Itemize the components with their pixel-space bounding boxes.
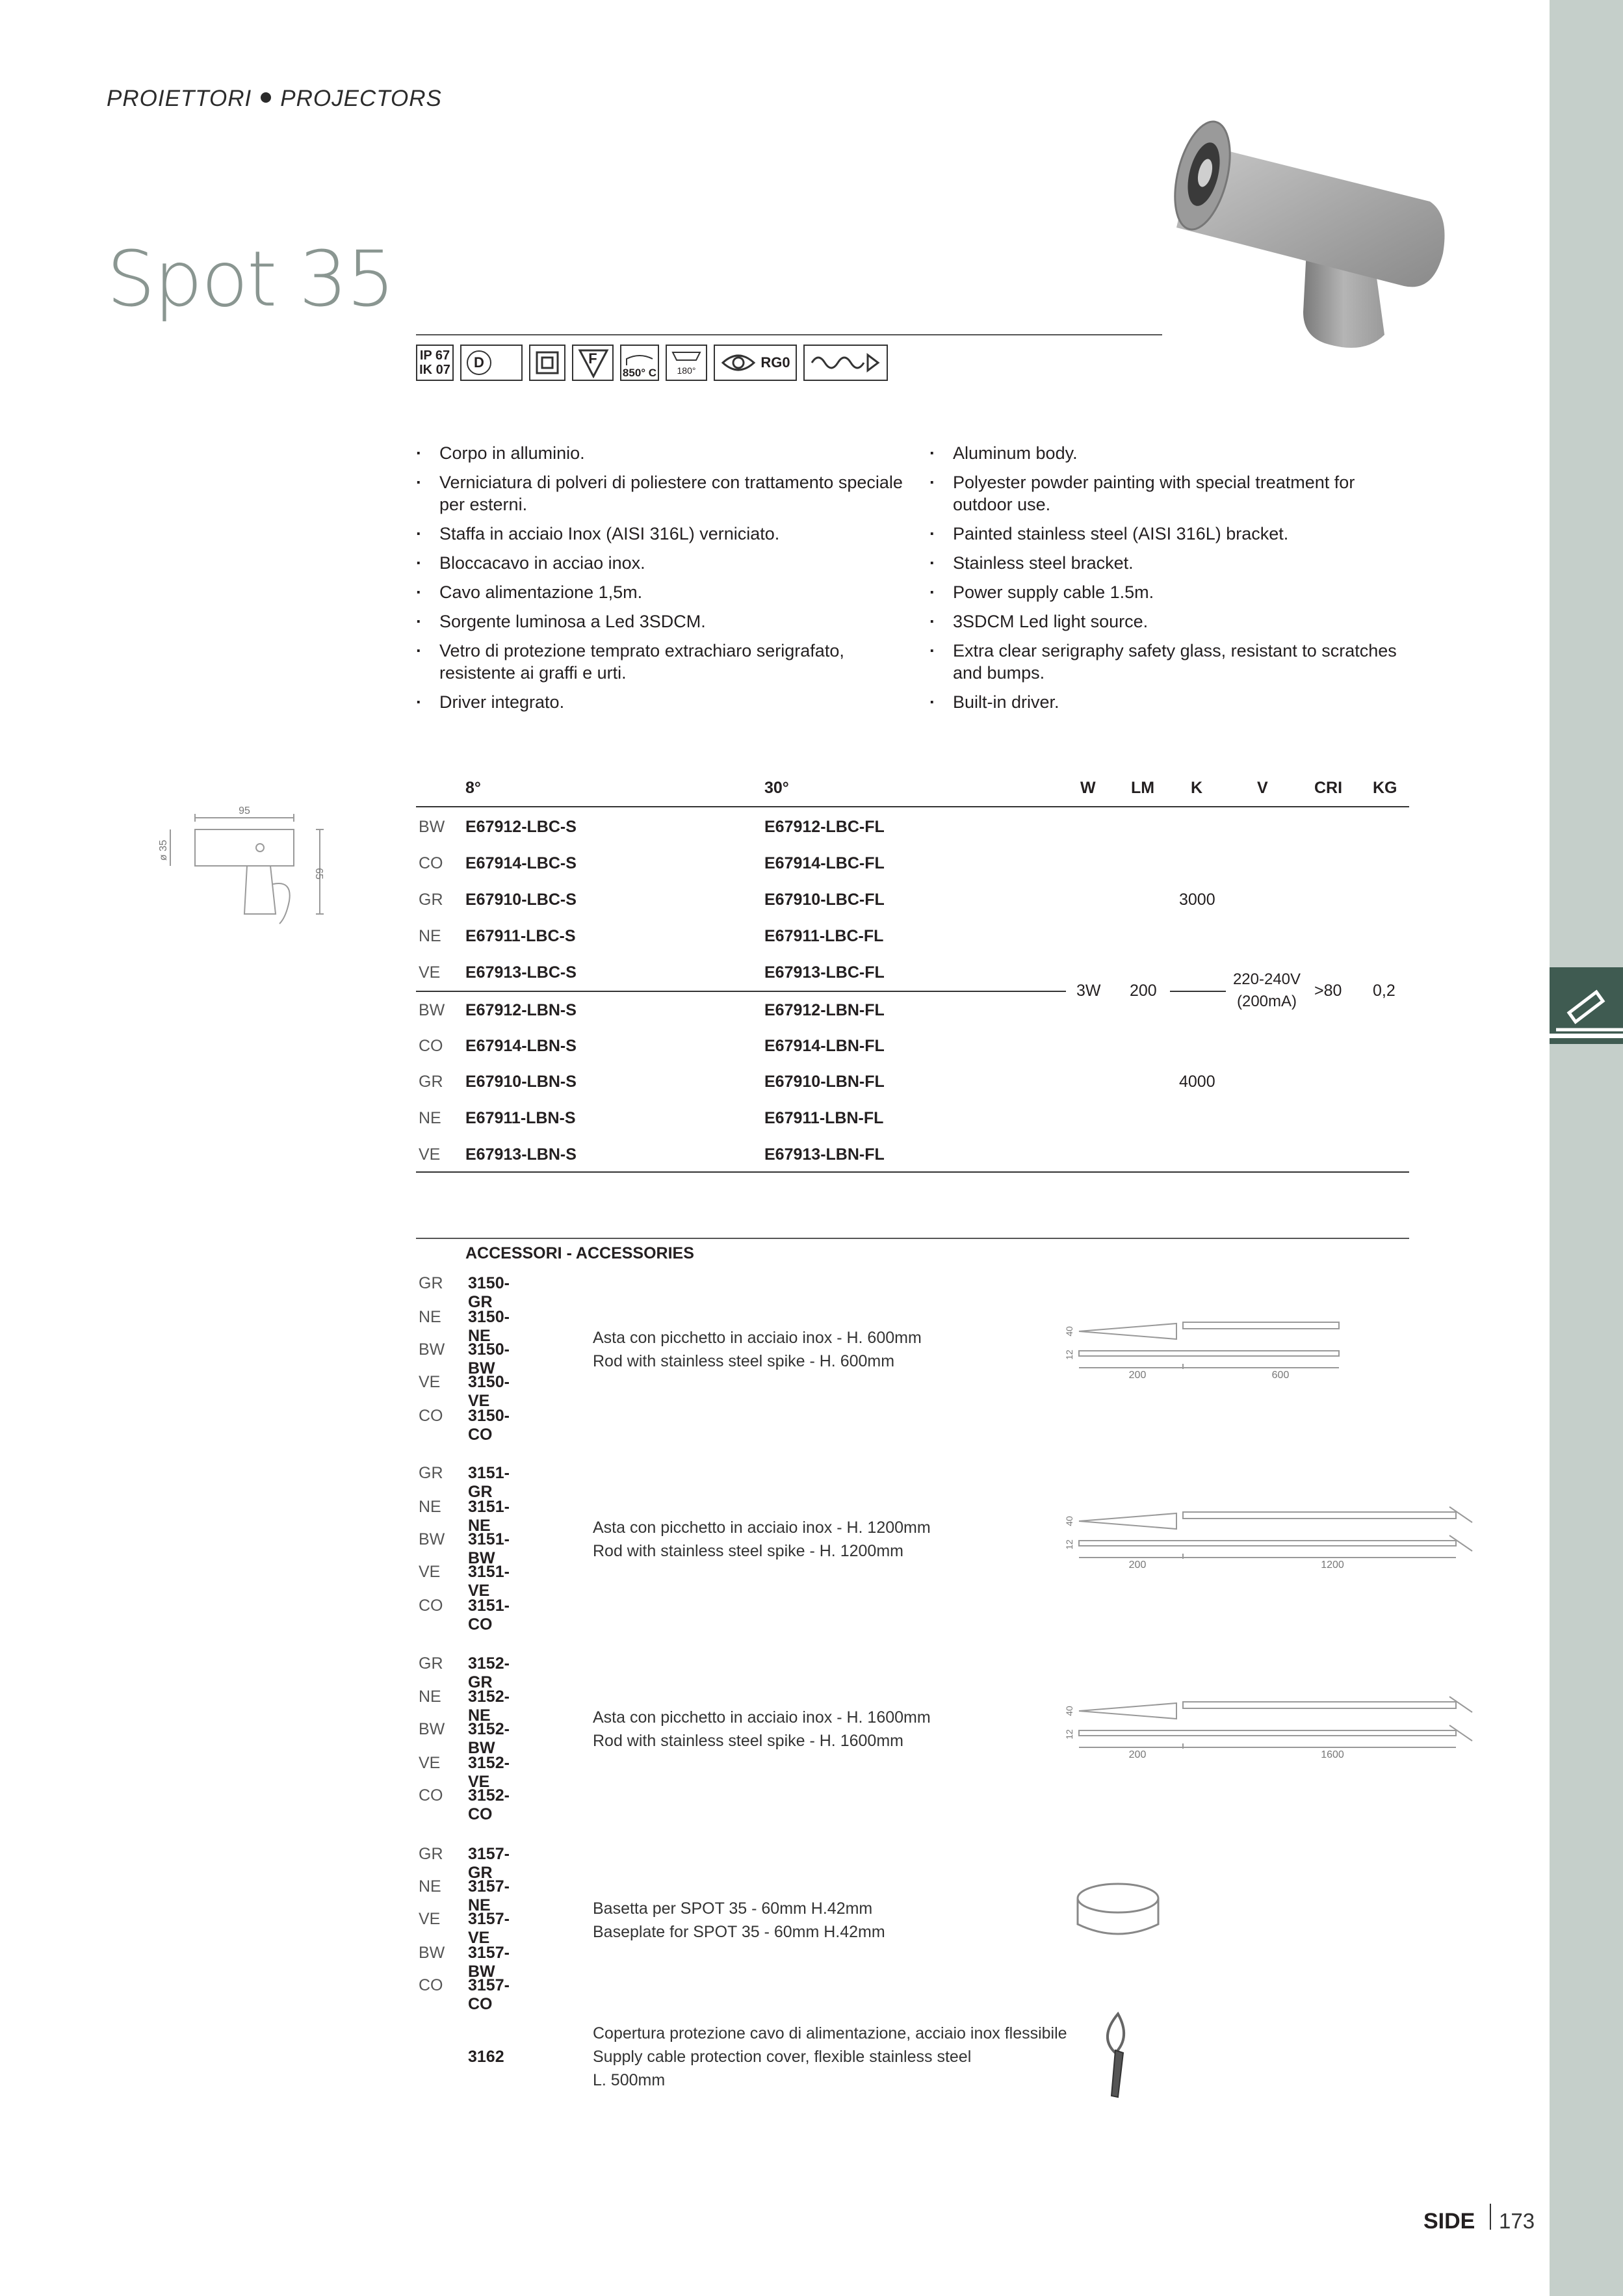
feature-it-item: · Verniciatura di polveri di poliestere con trattamento speciale per esterni.: [416, 471, 910, 515]
rod-dim-b: 600: [1271, 1370, 1290, 1381]
feature-it-item: · Cavo alimentazione 1,5m.: [416, 581, 910, 603]
header-v: V: [1257, 779, 1268, 797]
row-code-30: E67910-LBC-FL: [764, 891, 885, 909]
side-color-band: [1550, 0, 1623, 2296]
rod-dim-a: 200: [1128, 1370, 1147, 1381]
table-row: [416, 891, 1409, 927]
acc-finish: NE: [419, 1308, 441, 1326]
rod-dim-h: 40: [1064, 1706, 1074, 1716]
footer-separator: [1490, 2204, 1491, 2230]
acc-code: 3150-BW: [468, 1340, 510, 1377]
page-number: 173: [1499, 2209, 1535, 2233]
row-finish: CO: [419, 1037, 443, 1055]
acc-code: 3152-CO: [468, 1786, 510, 1823]
acc-finish: GR: [419, 1845, 443, 1863]
beam-180-icon: [666, 345, 707, 381]
row-code-8: E67912-LBC-S: [465, 818, 577, 836]
technical-drawing: [156, 803, 331, 933]
rod-dim-d: 12: [1064, 1729, 1074, 1740]
spec-v: [1231, 969, 1303, 1013]
acc-code: 3157-CO: [468, 1976, 510, 2013]
f-mark-text: F: [588, 350, 597, 367]
feature-it-item: · Corpo in alluminio.: [416, 442, 910, 464]
acc-code: 3157-GR: [468, 1845, 510, 1882]
acc-desc-it: Basetta per SPOT 35 - 60mm H.42mm: [593, 1899, 873, 1918]
beam-180-text: 180°: [677, 365, 696, 376]
row-finish: GR: [419, 1073, 443, 1091]
table-row: [416, 1073, 1409, 1109]
flicker-icon: [803, 345, 888, 381]
feature-en-item: · Painted stainless steel (AISI 316L) bracket.: [929, 523, 1410, 545]
acc-code: 3152-BW: [468, 1720, 510, 1757]
footer-brand: SIDE: [1423, 2209, 1475, 2234]
spec-kg: 0,2: [1373, 982, 1396, 1000]
rod-dim-h: 40: [1064, 1516, 1074, 1526]
acc-finish: VE: [419, 1754, 441, 1772]
spec-lm: 200: [1130, 982, 1157, 1000]
acc-desc-it: Asta con picchetto in acciaio inox - H. 600mm: [593, 1329, 922, 1347]
acc-desc-en: Rod with stainless steel spike - H. 1600mm: [593, 1732, 903, 1750]
table-row: [416, 1109, 1409, 1145]
row-code-8: E67913-LBN-S: [465, 1145, 577, 1164]
rod-dim-h: 40: [1064, 1326, 1074, 1337]
acc-code: 3150-CO: [468, 1407, 510, 1444]
category-it: PROIETTORI: [107, 86, 252, 111]
acc-code: 3157-NE: [468, 1877, 510, 1914]
ik-rating: IK 07: [419, 363, 450, 377]
product-photo: [1170, 104, 1469, 358]
acc-finish: BW: [419, 1720, 445, 1738]
spec-k-3000: 3000: [1179, 891, 1215, 909]
acc-code: 3152-VE: [468, 1754, 510, 1791]
acc-desc-en: Rod with stainless steel spike - H. 600mm: [593, 1352, 895, 1370]
acc-finish: CO: [419, 1597, 443, 1615]
row-finish: CO: [419, 854, 443, 872]
acc-code: 3150-GR: [468, 1274, 510, 1311]
beam-angle-icon: [670, 350, 703, 365]
driver-d-icon: [460, 345, 523, 381]
row-finish: VE: [419, 963, 441, 982]
spec-v-voltage: 220-240V: [1232, 971, 1301, 988]
feature-en-item: · Power supply cable 1.5m.: [929, 581, 1410, 603]
acc-code: 3152-GR: [468, 1654, 510, 1691]
feature-it-item: · Sorgente luminosa a Led 3SDCM.: [416, 610, 910, 633]
header-rule: [416, 334, 1162, 335]
driver-d-symbol: D: [467, 350, 491, 375]
rod-600-drawing: [1064, 1313, 1391, 1381]
row-code-30: E67910-LBN-FL: [764, 1073, 885, 1091]
accessory-description: [593, 1326, 922, 1373]
acc-code: 3151-GR: [468, 1464, 510, 1501]
spec-k-4000: 4000: [1179, 1073, 1215, 1091]
row-code-8: E67914-LBN-S: [465, 1037, 577, 1055]
acc-finish: BW: [419, 1944, 445, 1962]
acc-desc-it: Asta con picchetto in acciaio inox - H. 1200mm: [593, 1519, 931, 1537]
feature-en-item: · Polyester powder painting with special treatment for outdoor use.: [929, 471, 1410, 515]
acc-code: 3151-VE: [468, 1563, 510, 1600]
table-group-rule: [416, 991, 1066, 992]
feature-it-item: · Vetro di protezione temprato extrachiaro serigrafato, resistente ai graffi e urti.: [416, 640, 910, 684]
acc-code: 3151-NE: [468, 1498, 510, 1535]
acc-finish: NE: [419, 1877, 441, 1896]
row-code-8: E67911-LBC-S: [465, 927, 576, 945]
row-code-30: E67914-LBN-FL: [764, 1037, 885, 1055]
accessory-description: [593, 1516, 931, 1563]
feature-it-item: · Driver integrato.: [416, 691, 910, 713]
lamp-outline-icon: [624, 354, 655, 367]
acc-finish: GR: [419, 1464, 443, 1482]
acc-code: 3152-NE: [468, 1688, 510, 1725]
baseplate-drawing: [1066, 1879, 1170, 1950]
acc-desc-en: Supply cable protection cover, flexible stainless steel: [593, 2048, 972, 2066]
accessories-title: ACCESSORI - ACCESSORIES: [465, 1244, 694, 1262]
accessory-description: [593, 2022, 1067, 2092]
product-title: Spot 35: [107, 234, 394, 324]
acc-finish: CO: [419, 1786, 443, 1805]
features-italian: [416, 442, 910, 720]
row-code-30: E67911-LBC-FL: [764, 927, 884, 945]
row-code-30: E67914-LBC-FL: [764, 854, 885, 872]
feature-en-item: · Aluminum body.: [929, 442, 1410, 464]
row-finish: BW: [419, 818, 445, 836]
feature-en-item: · Built-in driver.: [929, 691, 1410, 713]
projector-section-icon: [1550, 967, 1623, 1032]
glass-temp-icon: [620, 345, 659, 381]
table-header-rule: [416, 806, 1409, 807]
row-finish: BW: [419, 1001, 445, 1019]
acc-desc-extra: L. 500mm: [593, 2071, 666, 2089]
feature-en-item: · Stainless steel bracket.: [929, 552, 1410, 574]
class2-icon: [529, 345, 565, 381]
feature-en-item: · 3SDCM Led light source.: [929, 610, 1410, 633]
row-code-8: E67910-LBN-S: [465, 1073, 577, 1091]
eye-icon: [720, 351, 757, 374]
drawing-width-label: 95: [239, 805, 250, 816]
row-finish: VE: [419, 1145, 441, 1164]
drawing-height-label: 65: [313, 868, 324, 880]
table-row: [416, 818, 1409, 854]
rod-1200-drawing: [1064, 1503, 1482, 1571]
row-code-8: E67912-LBN-S: [465, 1001, 577, 1019]
rg0-text: RG0: [760, 354, 790, 371]
table-row: [416, 1037, 1409, 1073]
header-cri: CRI: [1314, 779, 1343, 797]
header-8deg: 8°: [465, 779, 481, 797]
acc-finish: CO: [419, 1407, 443, 1425]
spec-v-current: (200mA): [1236, 993, 1297, 1010]
row-code-30: E67912-LBN-FL: [764, 1001, 885, 1019]
row-code-8: E67910-LBC-S: [465, 891, 577, 909]
ip-ik-icon: [416, 345, 454, 381]
acc-finish: GR: [419, 1274, 443, 1292]
row-code-30: E67913-LBN-FL: [764, 1145, 885, 1164]
table-row: [416, 854, 1409, 891]
rod-dim-a: 200: [1128, 1559, 1147, 1571]
acc-desc-en: Baseplate for SPOT 35 - 60mm H.42mm: [593, 1923, 885, 1941]
table-bottom-rule: [416, 1171, 1409, 1173]
row-code-30: E67913-LBC-FL: [764, 963, 885, 982]
category-breadcrumb: [107, 86, 442, 112]
acc-finish: NE: [419, 1688, 441, 1706]
accessory-description: [593, 1897, 885, 1944]
rod-dim-d: 12: [1064, 1539, 1074, 1550]
rod-dim-b: 1200: [1321, 1559, 1344, 1571]
acc-code: 3151-CO: [468, 1597, 510, 1634]
acc-desc-en: Rod with stainless steel spike - H. 1200mm: [593, 1542, 903, 1560]
features-english: [929, 442, 1410, 720]
table-row: [416, 927, 1409, 963]
cable-cover-drawing: [1092, 2011, 1150, 2102]
acc-desc-it: Copertura protezione cavo di alimentazione, acciaio inox flessibile: [593, 2024, 1067, 2042]
k-divider: [1170, 991, 1226, 992]
feature-en-item: · Extra clear serigraphy safety glass, resistant to scratches and bumps.: [929, 640, 1410, 684]
rod-1600-drawing: [1066, 1693, 1482, 1758]
row-finish: NE: [419, 1109, 441, 1127]
spec-cri: >80: [1314, 982, 1342, 1000]
row-code-8: E67914-LBC-S: [465, 854, 577, 872]
wave-icon: [808, 350, 883, 376]
rod-dim-a: 200: [1128, 1749, 1147, 1760]
acc-code: 3150-NE: [468, 1308, 510, 1345]
feature-it-item: · Bloccacavo in acciao inox.: [416, 552, 910, 574]
rod-dim-d: 12: [1064, 1350, 1074, 1360]
row-code-30: E67911-LBN-FL: [764, 1109, 884, 1127]
acc-finish: BW: [419, 1340, 445, 1359]
section-tab-underline: [1550, 1034, 1623, 1038]
drawing-diameter-label: ø 35: [158, 839, 169, 861]
acc-desc-it: Asta con picchetto in acciaio inox - H. 1600mm: [593, 1708, 931, 1727]
bullet-dot-icon: [261, 92, 271, 103]
f-mark-icon: [572, 345, 614, 381]
header-k: K: [1191, 779, 1203, 797]
acc-finish: VE: [419, 1373, 441, 1391]
acc-code: 3150-VE: [468, 1373, 510, 1410]
section-tab: [1550, 967, 1623, 1044]
header-30deg: 30°: [764, 779, 789, 797]
row-finish: GR: [419, 891, 443, 909]
rg0-icon: [714, 345, 797, 381]
acc-finish: NE: [419, 1498, 441, 1516]
row-code-8: E67913-LBC-S: [465, 963, 577, 982]
row-code-30: E67912-LBC-FL: [764, 818, 885, 836]
acc-finish: VE: [419, 1563, 441, 1581]
row-finish: NE: [419, 927, 441, 945]
feature-it-item: · Staffa in acciaio Inox (AISI 316L) verniciato.: [416, 523, 910, 545]
spec-w: 3W: [1076, 982, 1101, 1000]
acc-code: 3157-BW: [468, 1944, 510, 1981]
header-w: W: [1080, 779, 1096, 797]
accessories-rule: [416, 1238, 1409, 1239]
ip-rating: IP 67: [419, 348, 450, 363]
acc-code: 3151-BW: [468, 1530, 510, 1567]
acc-finish: VE: [419, 1910, 441, 1928]
double-square-icon: [534, 350, 560, 376]
row-code-8: E67911-LBN-S: [465, 1109, 576, 1127]
acc-finish: GR: [419, 1654, 443, 1673]
acc-code: 3162: [468, 2048, 504, 2066]
header-lm: LM: [1131, 779, 1155, 797]
accessory-description: [593, 1706, 931, 1753]
certification-icons: [416, 345, 888, 381]
glass-temp-text: 850° C: [622, 367, 657, 379]
header-kg: KG: [1373, 779, 1397, 797]
category-en: PROJECTORS: [280, 86, 442, 111]
rod-dim-b: 1600: [1321, 1749, 1344, 1760]
acc-code: 3157-VE: [468, 1910, 510, 1947]
table-row: [416, 1145, 1409, 1182]
acc-finish: CO: [419, 1976, 443, 1994]
acc-finish: BW: [419, 1530, 445, 1548]
